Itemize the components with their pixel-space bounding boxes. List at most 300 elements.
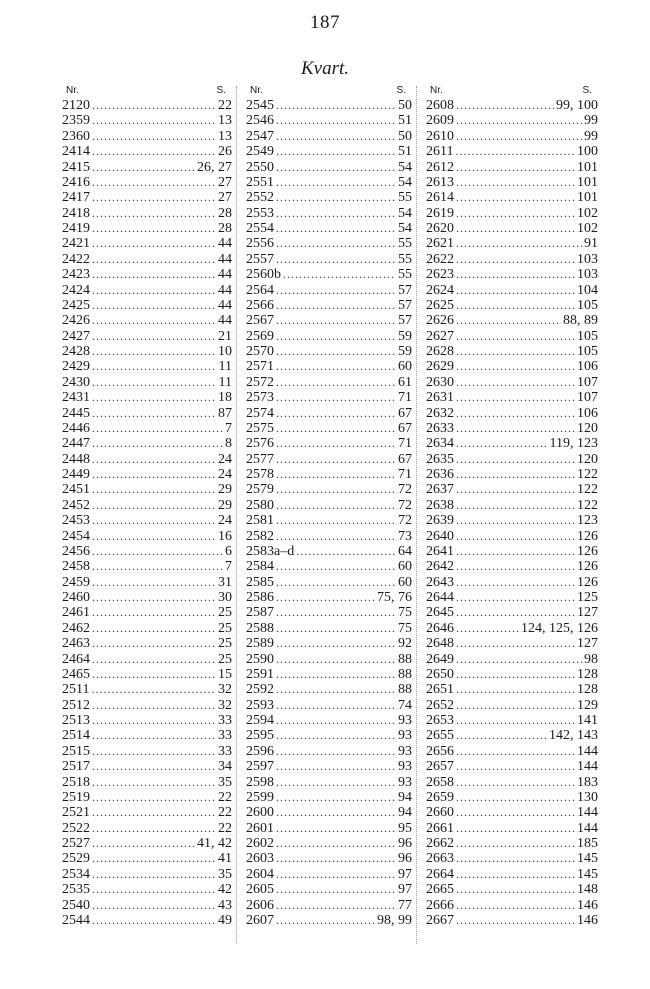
entry-number: 2659	[426, 789, 454, 805]
dot-leader	[92, 652, 216, 667]
index-entry	[246, 713, 412, 728]
entry-page-ref: 183	[577, 774, 598, 790]
entry-page-ref: 98, 99	[377, 912, 412, 928]
index-entry	[426, 713, 598, 728]
entry-page-ref: 93	[398, 743, 412, 759]
dot-leader	[92, 698, 216, 713]
column-divider	[236, 86, 237, 944]
entry-page-ref: 101	[577, 159, 598, 175]
entry-number: 2426	[62, 313, 90, 329]
dot-leader	[92, 406, 216, 421]
entry-page-ref: 127	[577, 605, 598, 621]
dot-leader	[92, 529, 216, 544]
entry-page-ref: 32	[218, 697, 232, 713]
entry-number: 2598	[246, 774, 274, 790]
dot-leader	[456, 252, 575, 267]
entry-page-ref: 54	[398, 174, 412, 190]
entry-page-ref: 145	[577, 851, 598, 867]
dot-leader	[456, 682, 575, 697]
entry-number: 2637	[426, 482, 454, 498]
entry-number: 2518	[62, 774, 90, 790]
entry-number: 2445	[62, 405, 90, 421]
entry-page-ref: 97	[398, 866, 412, 882]
entry-page-ref: 102	[577, 221, 598, 236]
entry-page-ref: 72	[398, 482, 412, 498]
entry-number: 2425	[62, 297, 90, 313]
index-list	[62, 98, 232, 928]
entry-number: 2606	[246, 897, 274, 913]
index-entry	[246, 144, 412, 159]
entry-page-ref: 75, 76	[377, 590, 412, 605]
index-entry	[426, 544, 598, 559]
entry-number: 2635	[426, 451, 454, 467]
entry-page-ref: 142, 143	[549, 728, 598, 744]
index-entry	[62, 390, 232, 405]
entry-number: 2521	[62, 805, 90, 821]
dot-leader	[456, 236, 582, 251]
entry-number: 2651	[426, 682, 454, 698]
index-entry	[426, 667, 598, 682]
entry-number: 2549	[246, 144, 274, 160]
index-entry	[62, 698, 232, 713]
index-entry	[426, 636, 598, 651]
entry-page-ref: 29	[218, 497, 232, 513]
dot-leader	[456, 421, 575, 436]
index-entry	[62, 113, 232, 128]
index-entry	[62, 913, 232, 928]
entry-number: 2463	[62, 636, 90, 652]
entry-page-ref: 33	[218, 713, 232, 728]
dot-leader	[276, 575, 396, 590]
dot-leader	[276, 498, 396, 513]
index-entry	[62, 775, 232, 790]
entry-page-ref: 57	[398, 313, 412, 329]
entry-number: 2610	[426, 128, 454, 144]
entry-page-ref: 122	[577, 497, 598, 513]
dot-leader	[92, 98, 216, 113]
entry-number: 2663	[426, 851, 454, 867]
dot-leader	[456, 390, 575, 405]
entry-number: 2630	[426, 374, 454, 390]
dot-leader	[92, 329, 216, 344]
entry-number: 2579	[246, 482, 274, 498]
entry-page-ref: 74	[398, 697, 412, 713]
dot-leader	[276, 790, 396, 805]
entry-page-ref: 105	[577, 328, 598, 344]
entry-number: 2577	[246, 451, 274, 467]
index-entry	[246, 744, 412, 759]
index-entry	[246, 559, 412, 574]
entry-number: 2583a–d	[246, 543, 295, 559]
entry-page-ref: 35	[218, 866, 232, 882]
index-entry	[426, 313, 598, 328]
index-entry	[426, 652, 598, 667]
entry-number: 2557	[246, 251, 274, 267]
index-entry	[62, 98, 232, 113]
dot-leader	[92, 283, 216, 298]
dot-leader	[91, 682, 216, 697]
dot-leader	[456, 590, 575, 605]
entry-page-ref: 99	[584, 128, 598, 144]
index-entry	[426, 344, 598, 359]
entry-page-ref: 32	[218, 682, 232, 698]
index-entry	[62, 851, 232, 866]
entry-number: 2634	[426, 436, 454, 452]
entry-page-ref: 59	[398, 328, 412, 344]
index-entry	[426, 882, 598, 897]
index-entry	[62, 805, 232, 820]
dot-leader	[456, 790, 575, 805]
entry-page-ref: 44	[218, 297, 232, 313]
entry-page-ref: 54	[398, 159, 412, 175]
entry-page-ref: 144	[577, 743, 598, 759]
entry-page-ref: 103	[577, 267, 598, 283]
entry-number: 2588	[246, 620, 274, 636]
entry-number: 2448	[62, 451, 90, 467]
dot-leader	[92, 836, 195, 851]
entry-page-ref: 44	[218, 313, 232, 329]
entry-number: 2522	[62, 820, 90, 836]
entry-page-ref: 28	[218, 205, 232, 221]
entry-page-ref: 60	[398, 574, 412, 590]
index-entry	[62, 821, 232, 836]
dot-leader	[456, 313, 561, 328]
entry-number: 2619	[426, 205, 454, 221]
dot-leader	[276, 190, 396, 205]
dot-leader	[456, 713, 575, 728]
dot-leader	[276, 775, 396, 790]
entry-page-ref: 97	[398, 882, 412, 898]
dot-leader	[92, 513, 216, 528]
entry-page-ref: 34	[218, 759, 232, 775]
index-entry	[426, 744, 598, 759]
dot-leader	[92, 667, 216, 682]
index-entry	[426, 283, 598, 298]
entry-number: 2612	[426, 159, 454, 175]
dot-leader	[92, 298, 216, 313]
column-header	[426, 80, 598, 98]
entry-page-ref: 93	[398, 713, 412, 728]
entry-page-ref: 25	[218, 605, 232, 621]
index-entry	[426, 728, 598, 743]
entry-page-ref: 75	[398, 605, 412, 621]
dot-leader	[92, 744, 216, 759]
entry-number: 2641	[426, 543, 454, 559]
index-entry	[62, 559, 232, 574]
entry-number: 2566	[246, 297, 274, 313]
entry-page-ref: 103	[577, 251, 598, 267]
index-entry	[62, 682, 232, 697]
dot-leader	[92, 375, 217, 390]
dot-leader	[456, 698, 575, 713]
index-entry	[62, 744, 232, 759]
entry-number: 2572	[246, 374, 274, 390]
dot-leader	[92, 267, 216, 282]
entry-number: 2632	[426, 405, 454, 421]
entry-page-ref: 64	[398, 543, 412, 559]
dot-leader	[276, 344, 396, 359]
entry-page-ref: 72	[398, 513, 412, 529]
entry-page-ref: 27	[218, 190, 232, 206]
index-entry	[62, 605, 232, 620]
dot-leader	[92, 206, 216, 221]
entry-page-ref: 33	[218, 728, 232, 744]
entry-number: 2581	[246, 513, 274, 529]
index-entry	[246, 298, 412, 313]
entry-page-ref: 27	[218, 174, 232, 190]
entry-number: 2560b	[246, 267, 281, 283]
dot-leader	[92, 728, 216, 743]
entry-number: 2529	[62, 851, 90, 867]
dot-leader	[456, 867, 575, 882]
index-entry	[246, 283, 412, 298]
entry-page-ref: 128	[577, 666, 598, 682]
entry-page-ref: 146	[577, 912, 598, 928]
entry-number: 2514	[62, 728, 90, 744]
dot-leader	[456, 898, 575, 913]
index-entry	[246, 652, 412, 667]
entry-page-ref: 60	[398, 359, 412, 375]
dot-leader	[276, 559, 396, 574]
dot-leader	[456, 190, 575, 205]
entry-number: 2571	[246, 359, 274, 375]
entry-number: 2633	[426, 420, 454, 436]
entry-number: 2534	[62, 866, 90, 882]
entry-number: 2628	[426, 344, 454, 359]
dot-leader	[456, 821, 575, 836]
index-entry	[246, 513, 412, 528]
index-entry	[426, 482, 598, 497]
index-entry	[426, 421, 598, 436]
entry-page-ref: 94	[398, 789, 412, 805]
entry-page-ref: 95	[398, 820, 412, 836]
index-entry	[246, 406, 412, 421]
entry-number: 2511	[62, 682, 90, 698]
entry-page-ref: 22	[218, 805, 232, 821]
index-entry	[246, 98, 412, 113]
dot-leader	[456, 851, 575, 866]
entry-number: 2593	[246, 697, 274, 713]
entry-page-ref: 67	[398, 451, 412, 467]
dot-leader	[92, 344, 216, 359]
index-entry	[426, 236, 598, 251]
dot-leader	[456, 359, 575, 374]
entry-number: 2639	[426, 513, 454, 529]
dot-leader	[456, 744, 575, 759]
entry-page-ref: 7	[225, 559, 232, 575]
entry-page-ref: 43	[218, 897, 232, 913]
dot-leader	[456, 452, 575, 467]
entry-number: 2629	[426, 359, 454, 375]
index-entry	[62, 252, 232, 267]
index-entry	[246, 344, 412, 359]
dot-leader	[456, 621, 519, 636]
index-entry	[62, 836, 232, 851]
entry-page-ref: 44	[218, 267, 232, 283]
dot-leader	[276, 160, 396, 175]
entry-number: 2546	[246, 113, 274, 129]
entry-number: 2512	[62, 697, 90, 713]
entry-number: 2599	[246, 789, 274, 805]
entry-page-ref: 94	[398, 805, 412, 821]
dot-leader	[456, 575, 575, 590]
entry-page-ref: 54	[398, 205, 412, 221]
dot-leader	[92, 759, 216, 774]
index-entry	[62, 728, 232, 743]
index-entry	[246, 359, 412, 374]
dot-leader	[276, 421, 396, 436]
entry-page-ref: 93	[398, 728, 412, 744]
entry-page-ref: 146	[577, 897, 598, 913]
entry-page-ref: 144	[577, 805, 598, 821]
dot-leader	[276, 329, 396, 344]
entry-number: 2602	[246, 836, 274, 851]
entry-page-ref: 22	[218, 789, 232, 805]
entry-page-ref: 125	[577, 590, 598, 605]
entry-page-ref: 26	[218, 144, 232, 160]
entry-number: 2415	[62, 159, 90, 175]
entry-page-ref: 120	[577, 420, 598, 436]
entry-number: 2414	[62, 144, 90, 160]
index-entry	[246, 821, 412, 836]
header-s-label: S.	[396, 85, 406, 96]
index-entry	[62, 421, 232, 436]
dot-leader	[276, 851, 396, 866]
index-entry	[426, 698, 598, 713]
entry-number: 2519	[62, 789, 90, 805]
dot-leader	[276, 482, 396, 497]
entry-number: 2513	[62, 713, 90, 728]
dot-leader	[456, 267, 575, 282]
entry-number: 2458	[62, 559, 90, 575]
entry-number: 2360	[62, 128, 90, 144]
index-entry	[246, 421, 412, 436]
entry-page-ref: 99, 100	[556, 98, 598, 113]
entry-number: 2574	[246, 405, 274, 421]
index-entry	[426, 590, 598, 605]
entry-page-ref: 101	[577, 190, 598, 206]
entry-number: 2424	[62, 282, 90, 298]
entry-page-ref: 71	[398, 390, 412, 406]
entry-page-ref: 102	[577, 205, 598, 221]
dot-leader	[92, 221, 216, 236]
entry-page-ref: 120	[577, 451, 598, 467]
index-entry	[426, 98, 598, 113]
index-entry	[426, 436, 598, 451]
index-entry	[426, 359, 598, 374]
index-entry	[246, 452, 412, 467]
entry-page-ref: 8	[225, 436, 232, 452]
dot-leader	[456, 283, 575, 298]
entry-number: 2640	[426, 528, 454, 544]
entry-number: 2592	[246, 682, 274, 698]
index-entry	[246, 759, 412, 774]
entry-page-ref: 122	[577, 482, 598, 498]
entry-number: 2429	[62, 359, 90, 375]
entry-number: 2428	[62, 344, 90, 359]
entry-page-ref: 126	[577, 528, 598, 544]
dot-leader	[92, 482, 216, 497]
entry-number: 2547	[246, 128, 274, 144]
entry-page-ref: 128	[577, 682, 598, 698]
dot-leader	[92, 421, 223, 436]
entry-page-ref: 73	[398, 528, 412, 544]
index-entry	[62, 298, 232, 313]
dot-leader	[456, 913, 575, 928]
entry-page-ref: 123	[577, 513, 598, 529]
entry-page-ref: 21	[218, 328, 232, 344]
entry-number: 2465	[62, 666, 90, 682]
entry-number: 2657	[426, 759, 454, 775]
entry-number: 2624	[426, 282, 454, 298]
entry-number: 2660	[426, 805, 454, 821]
entry-page-ref: 13	[218, 113, 232, 129]
entry-number: 2454	[62, 528, 90, 544]
entry-page-ref: 96	[398, 851, 412, 867]
entry-number: 2527	[62, 836, 90, 851]
entry-page-ref: 87	[218, 405, 232, 421]
dot-leader	[276, 113, 396, 128]
entry-number: 2648	[426, 636, 454, 652]
entry-number: 2644	[426, 590, 454, 605]
entry-number: 2631	[426, 390, 454, 406]
index-entry	[246, 313, 412, 328]
index-entry	[426, 513, 598, 528]
entry-page-ref: 55	[398, 190, 412, 206]
index-entry	[246, 175, 412, 190]
dot-leader	[92, 636, 216, 651]
index-entry	[62, 190, 232, 205]
index-entry	[426, 867, 598, 882]
entry-number: 2564	[246, 282, 274, 298]
dot-leader	[92, 160, 195, 175]
index-entry	[426, 113, 598, 128]
entry-page-ref: 100	[577, 144, 598, 160]
index-entry	[426, 805, 598, 820]
entry-number: 2662	[426, 836, 454, 851]
index-entry	[62, 898, 232, 913]
entry-page-ref: 99	[584, 113, 598, 129]
index-entry	[246, 790, 412, 805]
entry-number: 2430	[62, 374, 90, 390]
dot-leader	[283, 267, 396, 282]
dot-leader	[276, 252, 396, 267]
dot-leader	[276, 728, 396, 743]
index-entry	[246, 728, 412, 743]
entry-number: 2515	[62, 743, 90, 759]
dot-leader	[92, 129, 216, 144]
dot-leader	[276, 129, 396, 144]
entry-page-ref: 96	[398, 836, 412, 851]
index-entry	[426, 467, 598, 482]
entry-page-ref: 61	[398, 374, 412, 390]
column-header	[246, 80, 412, 98]
entry-page-ref: 71	[398, 467, 412, 482]
dot-leader	[92, 544, 223, 559]
index-entry	[246, 621, 412, 636]
entry-number: 2540	[62, 897, 90, 913]
entry-number: 2451	[62, 482, 90, 498]
dot-leader	[456, 775, 575, 790]
dot-leader	[276, 359, 396, 374]
index-entry	[246, 698, 412, 713]
dot-leader	[276, 236, 396, 251]
header-nr-label: Nr.	[250, 85, 263, 96]
index-entry	[246, 775, 412, 790]
dot-leader	[456, 513, 575, 528]
header-s-label: S.	[582, 85, 592, 96]
entry-page-ref: 67	[398, 405, 412, 421]
